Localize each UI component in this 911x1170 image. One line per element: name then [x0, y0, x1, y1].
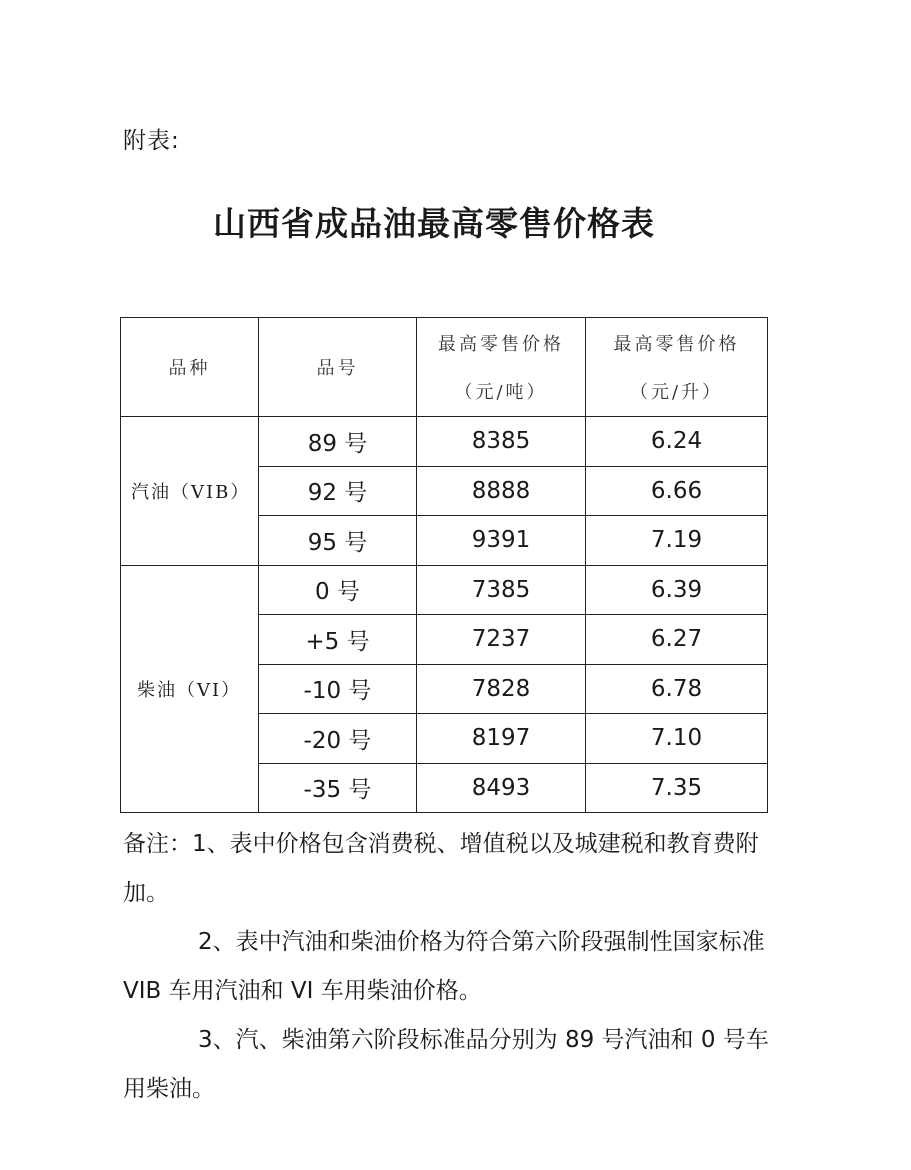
price-liter-cell: 6.66 [586, 466, 768, 516]
price-ton-cell: 7828 [417, 664, 586, 714]
header-price-per-ton-line1: 最高零售价格 [438, 334, 564, 355]
price-liter-cell: 7.35 [586, 763, 768, 813]
price-ton-cell: 8493 [417, 763, 586, 813]
header-price-per-ton-unit: （元/吨） [454, 382, 548, 403]
grade-cell: 92 号 [259, 466, 417, 516]
variety-diesel: 柴油（VI） [121, 565, 259, 813]
grade-cell: 89 号 [259, 417, 417, 467]
note-3: 3、汽、柴油第六阶段标准品分别为 89 号汽油和 0 号车用柴油。 [123, 1027, 769, 1102]
note-1: 备注：1、表中价格包含消费税、增值税以及城建税和教育费附加。 [123, 831, 759, 906]
price-liter-cell: 7.10 [586, 714, 768, 764]
price-liter-cell: 6.78 [586, 664, 768, 714]
table-header-row [121, 318, 768, 417]
price-ton-cell: 7385 [417, 565, 586, 615]
document-title: 山西省成品油最高零售价格表 [213, 204, 655, 243]
attachment-label: 附表: [123, 128, 180, 154]
price-ton-cell: 8385 [417, 417, 586, 467]
price-liter-cell: 6.39 [586, 565, 768, 615]
notes-section [123, 820, 783, 1114]
price-ton-cell: 9391 [417, 516, 586, 566]
price-liter-cell: 7.19 [586, 516, 768, 566]
price-ton-cell: 7237 [417, 615, 586, 665]
price-ton-cell: 8888 [417, 466, 586, 516]
header-price-per-ton [417, 318, 586, 417]
grade-cell: -20 号 [259, 714, 417, 764]
header-price-per-liter-unit: （元/升） [629, 382, 724, 403]
grade-cell: +5 号 [259, 615, 417, 665]
header-variety: 品种 [121, 318, 259, 417]
header-price-per-liter [586, 318, 768, 417]
variety-gasoline: 汽油（VIB） [121, 417, 259, 566]
header-grade: 品号 [259, 318, 417, 417]
note-2: 2、表中汽油和柴油价格为符合第六阶段强制性国家标准 VIB 车用汽油和 VI 车用柴油价格。 [123, 929, 765, 1004]
header-price-per-liter-line1: 最高零售价格 [613, 334, 740, 355]
price-liter-cell: 6.24 [586, 417, 768, 467]
grade-cell: -35 号 [259, 763, 417, 813]
table-row [121, 417, 768, 467]
price-liter-cell: 6.27 [586, 615, 768, 665]
grade-cell: 95 号 [259, 516, 417, 566]
grade-cell: 0 号 [259, 565, 417, 615]
grade-cell: -10 号 [259, 664, 417, 714]
price-table [120, 317, 768, 813]
table-row [121, 565, 768, 615]
price-ton-cell: 8197 [417, 714, 586, 764]
